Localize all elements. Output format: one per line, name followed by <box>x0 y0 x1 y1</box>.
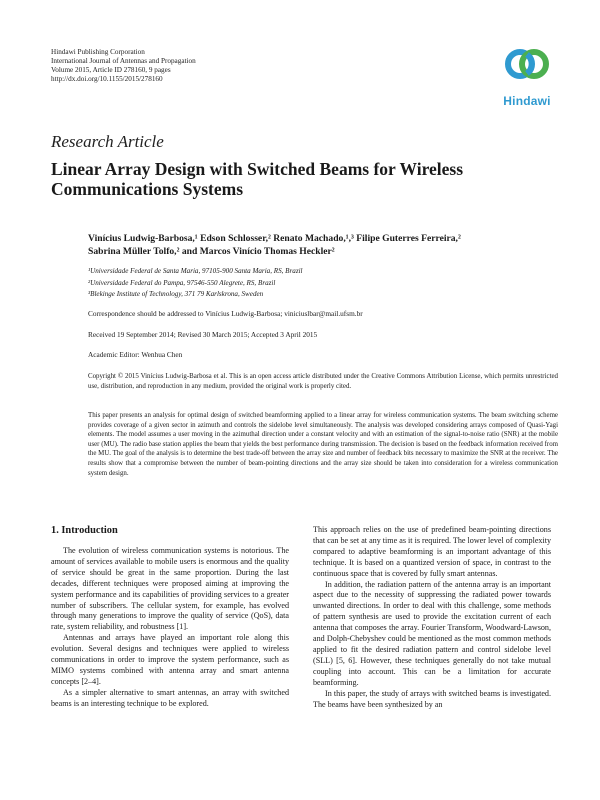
paragraph: As a simpler alternative to smart antennas, an array with switched beams is an interesting technique to be explored. <box>51 687 289 708</box>
copyright-notice: Copyright © 2015 Vinícius Ludwig-Barbosa et al. This is an open access article distributed under the Creative Commons Attribution License, which permits unrestricted use, distribution, and reproduction in any medium, provided the original work is properly cited. <box>88 373 558 390</box>
article-kind: Research Article <box>51 132 164 151</box>
authors-line-2: Sabrina Müller Tolfo,² and Marcos Vinício Thomas Heckler² <box>88 246 335 257</box>
affiliation-2: ²Universidade Federal do Pampa, 97546-550 Alegrete, RS, Brazil <box>88 278 276 287</box>
hindawi-logo-text: Hindawi <box>503 94 551 108</box>
received-dates: Received 19 September 2014; Revised 30 March 2015; Accepted 3 April 2015 <box>88 330 318 339</box>
left-column <box>51 525 289 710</box>
academic-editor: Academic Editor: Wenhua Chen <box>88 350 183 359</box>
journal-header <box>51 48 351 84</box>
authors-line-1: Vinícius Ludwig-Barbosa,¹ Edson Schlosser,² Renato Machado,¹,³ Filipe Guterres Ferreira,² <box>88 233 461 244</box>
affiliation-1: ¹Universidade Federal de Santa Maria, 97105-900 Santa Maria, RS, Brazil <box>88 267 303 275</box>
journal-name: International Journal of Antennas and Propagation <box>51 57 196 65</box>
hindawi-logo <box>500 42 554 108</box>
authors <box>88 232 558 258</box>
volume-line: Volume 2015, Article ID 278160, 9 pages <box>51 66 171 74</box>
paragraph: The evolution of wireless communication systems is notorious. The amount of services available to mobile users is enormous and the quality of service should be great in the same proportion. During the last decades, different techniques were proposed aiming at improving the system performance and its capabilities of providing services to a greater number of subscribers. The cellular system, for example, has evolved through many generations to improve the quality of service (QoS), data rate, system reliability, and robustness [1]. <box>51 546 289 632</box>
right-column <box>313 525 551 710</box>
paragraph: In addition, the radiation pattern of the antenna array is an important aspect due to the necessity of suppressing the radiated power towards unwanted directions. In order to deal with this challenge, some methods of pattern synthesis are used to provide the excitation current of each antenna that composes the array. Fourier Transform, Woodward-Lawson, and Dolph-Chebyshev could be mentioned as the most common methods applied to fit the desired radiation pattern and control sidelobe level (SLL) [5, 6]. However, these techniques generally do not take mutual coupling into account. This can be a limitation for accurate beamforming. <box>313 579 551 687</box>
affiliations <box>88 266 558 301</box>
abstract: This paper presents an analysis for optimal design of switched beamforming applied to a linear array for wireless communication systems. The beam switching scheme provides coverage of a given sector in azimuth and controls the sidelobe level simultaneously. The analysis was developed considering arrays composed of Quasi-Yagi elements. The model assumes a user moving in the azimuthal direction under a constant velocity and with an estimation of the signal-to-noise ratio (SNR) at the mobile user (MU). The radio base station applies the beam that yields the best performance during transmission. The decision is based on the feedback information received from the MU. The goal of the analysis is to determine the best trade-off between the array size and number of feedback bits necessary to maximize the SNR at the receiver. The results show that a compromise between the number of beam-pointing directions and the array size should be taken into consideration for a wireless communication system design. <box>88 412 558 477</box>
hindawi-logo-icon <box>500 42 554 92</box>
publisher-line: Hindawi Publishing Corporation <box>51 48 145 56</box>
affiliation-3: ³Blekinge Institute of Technology, 371 79 Karlskrona, Sweden <box>88 290 264 298</box>
section-heading: 1. Introduction <box>51 525 118 536</box>
paragraph: In this paper, the study of arrays with switched beams is investigated. The beams have been synthesized by an <box>313 688 551 709</box>
article-title: Linear Array Design with Switched Beams for Wireless Communications Systems <box>51 159 464 199</box>
paragraph: Antennas and arrays have played an important role along this evolution. Several designs and techniques were applied to wireless communications in order to improve the system performance, such as MIMO systems combined with antenna array and smart antenna concepts [2–4]. <box>51 633 289 686</box>
paragraph: This approach relies on the use of predefined beam-pointing directions that can be set at any time as it is required. The lower level of complexity compared to adaptive beamforming is an important advantage of this technique. It is based on a quantized version of space, in contrast to the continuous space that is covered by fully smart antennas. <box>313 525 551 578</box>
doi-link[interactable]: http://dx.doi.org/10.1155/2015/278160 <box>51 75 163 83</box>
correspondence: Correspondence should be addressed to Vinícius Ludwig-Barbosa; viniciuslbar@mail.ufsm.br <box>88 309 363 318</box>
